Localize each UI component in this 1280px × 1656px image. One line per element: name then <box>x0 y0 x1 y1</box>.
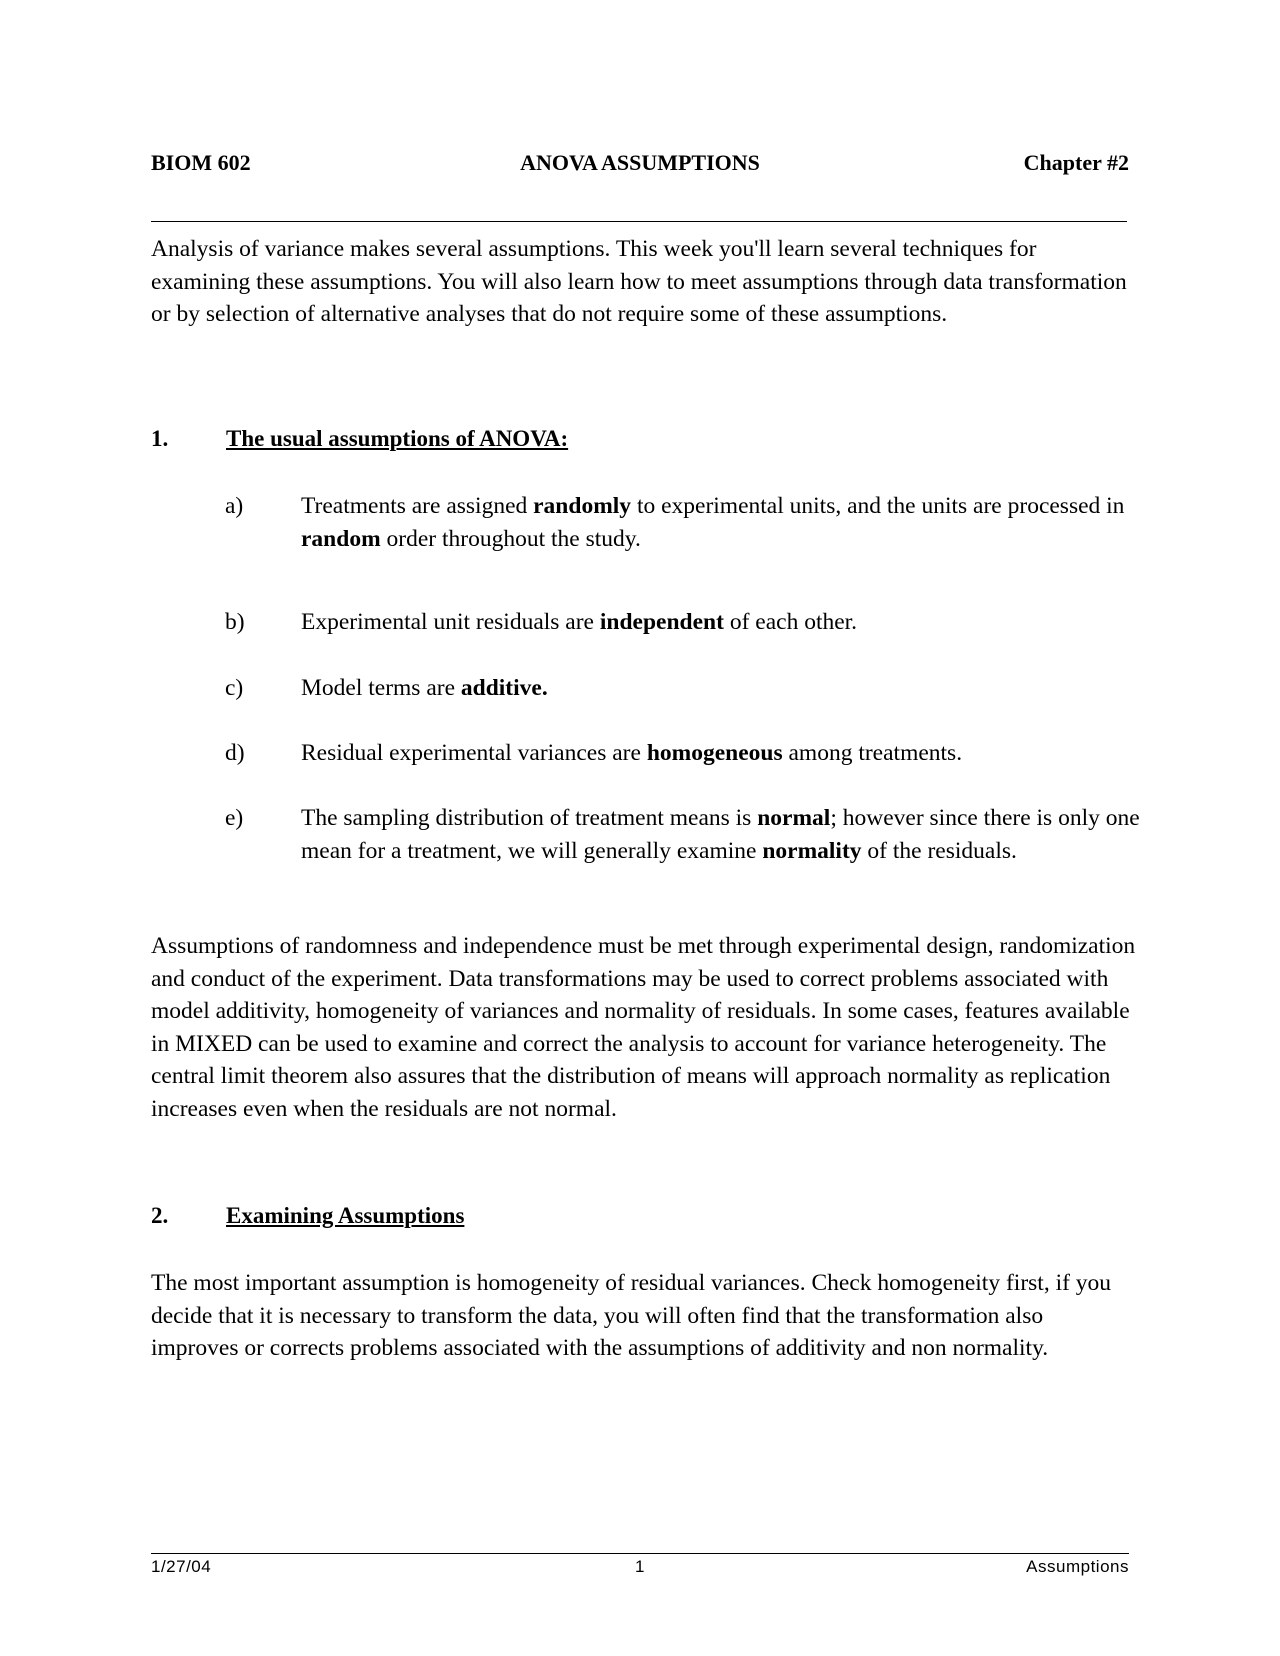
page-footer <box>151 1557 1129 1581</box>
list-item-label: a) <box>225 493 244 519</box>
section-2-paragraph: The most important assumption is homogeneity of residual variances. Check homogeneity first, if you decide that it is necessary to transform the data, you will often find that the transformation also improves or corrects problems associated with the assumptions of additivity and non normality. <box>151 1270 1112 1361</box>
footer-topic: Assumptions <box>1026 1557 1129 1576</box>
document-title: ANOVA ASSUMPTIONS <box>520 150 760 175</box>
list-item-label: b) <box>225 609 245 635</box>
list-item-text: Experimental unit residuals are independent of each other. <box>301 609 858 635</box>
page-number: 1 <box>635 1557 645 1576</box>
chapter-label: Chapter #2 <box>1023 150 1129 175</box>
list-item-label: c) <box>225 675 244 701</box>
section-2-title: Examining Assumptions <box>226 1203 465 1228</box>
course-code: BIOM 602 <box>151 150 251 175</box>
list-item-text: The sampling distribution of treatment means is normal; however since there is only one mean for a treatment, we will generally examine normality of the residuals. <box>301 805 1140 864</box>
section-2-number: 2. <box>151 1203 169 1228</box>
section-1-heading <box>151 426 1129 458</box>
list-item-text: Model terms are additive. <box>301 675 548 701</box>
section-2-heading <box>151 1203 1129 1235</box>
list-item-label: e) <box>225 805 244 831</box>
list-item-label: d) <box>225 740 245 766</box>
footer-divider <box>151 1553 1129 1554</box>
list-item-text: Treatments are assigned randomly to experimental units, and the units are processed in random order throughout the study. <box>301 493 1125 552</box>
page-header <box>151 150 1129 182</box>
intro-paragraph: Analysis of variance makes several assumptions. This week you'll learn several techniques for examining these assumptions. You will also learn how to meet assumptions through data transformation or by selection of alternative analyses that do not require some of these assumptions. <box>151 236 1127 327</box>
list-item-text: Residual experimental variances are homogeneous among treatments. <box>301 740 963 766</box>
section-1-closing-paragraph: Assumptions of randomness and independence must be met through experimental design, randomization and conduct of the experiment. Data transformations may be used to correct problems associated with model additivity, homogeneity of variances and normality of residuals. In some cases, features available in MIXED can be used to examine and correct the analysis to account for variance heterogeneity. The central limit theorem also assures that the distribution of means will approach normality as replication increases even when the residuals are not normal. <box>151 933 1136 1122</box>
section-1-title: The usual assumptions of ANOVA: <box>226 426 569 451</box>
section-1-number: 1. <box>151 426 169 451</box>
footer-date: 1/27/04 <box>151 1557 212 1576</box>
header-divider <box>151 221 1127 222</box>
